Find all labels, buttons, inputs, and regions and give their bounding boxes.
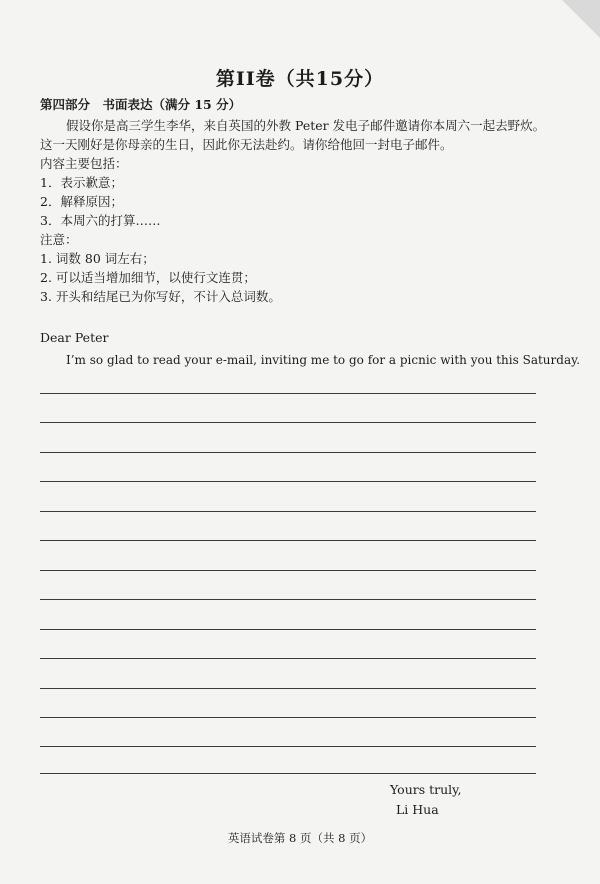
writing-line[interactable] <box>40 746 536 747</box>
writing-line[interactable] <box>40 481 536 482</box>
section-title: 第II卷（共15分） <box>215 68 385 90</box>
page-footer: 英语试卷第 8 页（共 8 页） <box>227 831 373 845</box>
note-item: 1. 词数 80 词左右； <box>40 251 155 266</box>
content-item: 2．解释原因； <box>40 194 123 209</box>
writing-line[interactable] <box>40 629 536 630</box>
writing-line[interactable] <box>40 452 536 453</box>
folded-corner <box>562 0 600 38</box>
opening-sentence: I’m so glad to read your e-mail, inviting me to go for a picnic with you this Saturday. <box>66 353 581 367</box>
closing: Yours truly, <box>390 782 462 797</box>
writing-line[interactable] <box>40 540 536 541</box>
writing-line[interactable] <box>40 773 536 774</box>
content-heading: 内容主要包括： <box>40 156 128 171</box>
content-item: 3．本周六的打算…… <box>40 213 161 228</box>
signature: Li Hua <box>396 802 439 817</box>
writing-line[interactable] <box>40 688 536 689</box>
writing-line[interactable] <box>40 599 536 600</box>
writing-line[interactable] <box>40 393 536 394</box>
prompt-line-2: 这一天刚好是你母亲的生日，因此你无法赴约。请你给他回一封电子邮件。 <box>40 137 453 152</box>
writing-line[interactable] <box>40 658 536 659</box>
prompt-line-1: 假设你是高三学生李华，来自英国的外教 Peter 发电子邮件邀请你本周六一起去野炊。 <box>66 118 546 133</box>
note-item: 3. 开头和结尾已为你写好，不计入总词数。 <box>40 289 281 304</box>
content-item: 1．表示歉意； <box>40 175 123 190</box>
notes-heading: 注意： <box>40 232 78 247</box>
note-item: 2. 可以适当增加细节，以使行文连贯； <box>40 270 256 285</box>
writing-line[interactable] <box>40 717 536 718</box>
part-heading: 第四部分 书面表达（满分 15 分） <box>40 97 242 112</box>
writing-line[interactable] <box>40 570 536 571</box>
writing-line[interactable] <box>40 511 536 512</box>
salutation: Dear Peter <box>40 330 109 345</box>
writing-line[interactable] <box>40 422 536 423</box>
